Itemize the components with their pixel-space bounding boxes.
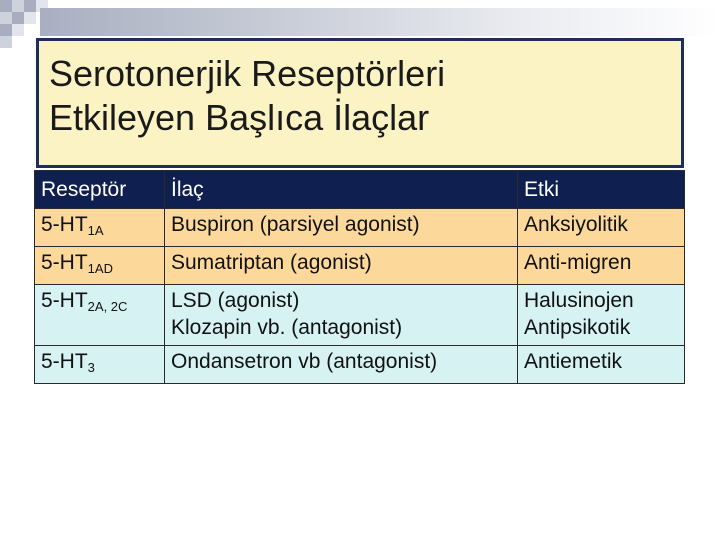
slide-title-line-2: Etkileyen Başlıca İlaçlar — [49, 97, 430, 138]
effect-cell: Antiemetik — [518, 346, 685, 384]
slide-title-line-1: Serotonerjik Reseptörleri — [49, 53, 446, 94]
title-box — [36, 38, 684, 168]
drug-table — [34, 170, 685, 384]
effect-cell: Halusinojen Antipsikotik — [518, 285, 685, 346]
header-receptor: Reseptör — [35, 171, 165, 209]
drug-cell: Ondansetron vb (antagonist) — [165, 346, 518, 384]
receptor-cell: $5-HT_{2A, 2C}$ — [35, 285, 165, 346]
receptor-cell: $5-HT_{1AD}$ — [35, 247, 165, 285]
header-effect: Etki — [518, 171, 685, 209]
header-gradient-band — [40, 8, 720, 36]
effect-cell: Anksiyolitik — [518, 209, 685, 247]
header-drug: İlaç — [165, 171, 518, 209]
receptor-cell: $5-HT_3$ — [35, 346, 165, 384]
table-row — [35, 209, 685, 247]
drug-cell: Buspiron (parsiyel agonist) — [165, 209, 518, 247]
receptor-cell: $5-HT_{1A}$ — [35, 209, 165, 247]
table-row — [35, 346, 685, 384]
table-header-row — [35, 171, 685, 209]
table-row — [35, 247, 685, 285]
drug-cell: Sumatriptan (agonist) — [165, 247, 518, 285]
drug-cell: LSD (agonist) Klozapin vb. (antagonist) — [165, 285, 518, 346]
table-row — [35, 285, 685, 346]
effect-cell: Anti-migren — [518, 247, 685, 285]
